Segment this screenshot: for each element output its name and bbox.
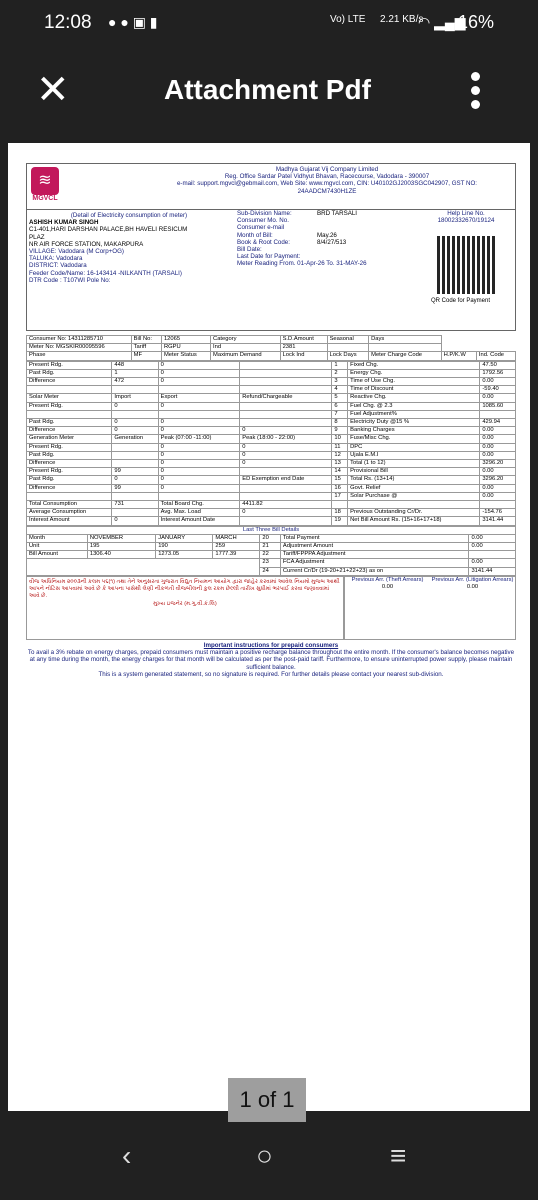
table-cell: 3296.20 — [480, 476, 516, 484]
table-cell: Total Rs. (13+14) — [348, 476, 480, 484]
table-cell: Lock Ind — [280, 352, 327, 360]
table-cell: Difference — [27, 378, 112, 386]
table-cell: 0 — [158, 427, 240, 435]
table-cell: 12065 — [161, 336, 210, 344]
table-cell: Peak (07:00 -11:00) — [158, 435, 240, 443]
table-cell: Refund/Chargeable — [240, 394, 332, 402]
table-cell — [369, 344, 441, 352]
table-cell: Export — [158, 394, 240, 402]
table-cell — [240, 517, 332, 525]
table-cell — [240, 378, 332, 386]
table-cell: 12 — [332, 451, 348, 459]
table-cell: Phase — [27, 352, 132, 360]
table-cell — [112, 509, 158, 517]
table-cell: Consumer No: 14311285710 — [27, 336, 132, 344]
table-cell: Present Rdg. — [27, 443, 112, 451]
table-cell: 3 — [332, 378, 348, 386]
table-row — [27, 476, 516, 484]
table-cell: Meter Charge Code — [369, 352, 441, 360]
table-cell: 0 — [158, 378, 240, 386]
table-cell: Total (1 to 12) — [348, 460, 480, 468]
table-cell: 0.00 — [480, 435, 516, 443]
table-cell: Difference — [27, 484, 112, 492]
table-cell: Fuel Chg. @ 2.3 — [348, 402, 480, 410]
table-cell: 99 — [112, 468, 158, 476]
table-row — [27, 460, 516, 468]
prepaid-instructions: Important instructions for prepaid consumers To avail a 3% rebate on energy charges, prepaid consumers must maintain a positive recharge balance throughout the entire month. If the consumer's balance becomes negative at any time during the month, the energy charges for that month will be calculated as per the post-paid tariff. Furthermore, to ensure uninterrupted power supply, please maintain sufficient balance. This is a system generated statement, so no signature is required. For further details please contact your nearest sub-division. — [27, 641, 515, 678]
table-cell: Total Board Chg. — [158, 501, 240, 509]
table-cell: Difference — [27, 427, 112, 435]
clock: 12:08 — [44, 12, 92, 33]
table-cell: 7 — [332, 410, 348, 418]
table-cell: Time of Use Chg. — [348, 378, 480, 386]
table-cell: 4411.82 — [240, 501, 332, 509]
table-cell: 0.00 — [480, 468, 516, 476]
notification-icons: ● ● ▣ ▮ — [108, 14, 158, 30]
table-cell: Solar Meter — [27, 394, 112, 402]
table-cell: Average Consumption — [27, 509, 112, 517]
table-cell: Banking Charges — [348, 427, 480, 435]
logo-icon: ≋ — [31, 167, 59, 195]
battery-level: 16% — [457, 12, 494, 32]
table-cell: Lock Days — [327, 352, 369, 360]
table-row — [27, 443, 516, 451]
table-cell: 1 — [112, 369, 158, 377]
arrears-box: Previous Arr. (Theft Arrears) Previous Arr. (Litigation Arrears) 0.00 0.00 — [344, 576, 516, 640]
page-indicator: 1 of 1 — [228, 1078, 306, 1122]
table-cell — [240, 484, 332, 492]
table-cell — [158, 386, 240, 394]
table-cell: Previous Outstanding Cr/Dr. — [348, 509, 480, 517]
table-cell — [112, 492, 158, 500]
table-row — [27, 427, 516, 435]
table-cell: 0 — [240, 509, 332, 517]
table-cell — [158, 410, 240, 418]
table-cell — [240, 492, 332, 500]
table-row — [27, 378, 516, 386]
table-cell — [240, 410, 332, 418]
table-cell: Net Bill Amount Rs. (15+16+17+18) — [348, 517, 480, 525]
table-cell: Ind. Code — [476, 352, 515, 360]
table-row — [27, 361, 516, 369]
table-cell — [112, 386, 158, 394]
table-cell: 0 — [112, 427, 158, 435]
table-cell — [480, 501, 516, 509]
table-cell: 0 — [240, 443, 332, 451]
table-cell: 0.00 — [480, 484, 516, 492]
table-row — [27, 410, 516, 418]
table-cell: 14 — [332, 468, 348, 476]
table-row — [27, 451, 516, 459]
table-cell — [27, 386, 112, 394]
table-cell: Peak (18:00 - 22:00) — [240, 435, 332, 443]
table-row — [27, 344, 516, 352]
table-cell: 8 — [332, 419, 348, 427]
table-cell: Govt. Relief — [348, 484, 480, 492]
table-cell: 0 — [158, 443, 240, 451]
table-cell: 17 — [332, 492, 348, 500]
table-cell: 0 — [158, 419, 240, 427]
table-cell: 0.00 — [480, 451, 516, 459]
table-cell: 13 — [332, 460, 348, 468]
table-cell — [158, 492, 240, 500]
table-cell: 47.50 — [480, 361, 516, 369]
table-cell: Energy Chg. — [348, 369, 480, 377]
table-cell: 0 — [158, 460, 240, 468]
table-cell: Meter Status — [161, 352, 210, 360]
table-row — [27, 402, 516, 410]
table-row — [27, 517, 516, 525]
table-cell: Difference — [27, 460, 112, 468]
consumer-details: (Detail of Electricity consumption of meter) ASHISH KUMAR SINGH C1-401,HARI DARSHAN PALACE,BH HAVELI RESICUM PLAZ NR AIR FORCE STATION, MAKARPURA VILLAGE: Vadodara (M Corp+OG) TALUKA: Vadodara DISTRICT: Vadodara Feeder Code/Name: 16-143414 -NILKANTH (TARSALI) DTR Code : T107WI Pole No: Sub-Division Name: BRD TARSALI Consumer Mo. No. Consumer e-mail Month of Bill: May.26 Book & Root Code: 8/4/27/513 Bill Date: Last Date for Payment: Meter Reading From. 01-Apr-26 To. 31-MAY-26 Help Line No. 18002332670/19124 QR Code for Payment — [26, 210, 516, 331]
table-cell: 429.94 — [480, 419, 516, 427]
status-bar — [0, 0, 538, 48]
table-row — [27, 419, 516, 427]
close-icon[interactable]: ✕ — [36, 68, 70, 112]
table-cell: 0 — [158, 402, 240, 410]
table-cell: 0 — [240, 427, 332, 435]
table-cell — [112, 451, 158, 459]
table-cell: 19 — [332, 517, 348, 525]
table-cell: DPC — [348, 443, 480, 451]
app-bar — [0, 48, 538, 136]
table-cell: Fuel Adjustment% — [348, 410, 480, 418]
table-cell: Past Rdg. — [27, 419, 112, 427]
table-cell: -154.76 — [480, 509, 516, 517]
table-cell: 18 — [332, 509, 348, 517]
table-cell: Meter No: MGSKIR00095596 — [27, 344, 132, 352]
table-cell: Ind — [211, 344, 281, 352]
system-nav-bar — [0, 1120, 538, 1200]
table-cell: 1 — [332, 361, 348, 369]
meter-table — [26, 335, 516, 361]
table-row — [27, 501, 516, 509]
table-row — [27, 394, 516, 402]
table-row — [27, 352, 516, 360]
last-three-bills: Last Three Bill Details Month NOVEMBER JANUARY MARCH 20 Total Payment 0.00 Unit 195 190 259 21 Adjustment Amount 0.00 Bill Amount 1306.40 1273.05 1777.39 22 Tariff/FPPPA Adjustment 23 FCA Adjustment 0.00 24 Current Cr/Dr (19-20+21+22+23) as on 3141.44 — [26, 526, 516, 576]
table-cell: 0 — [158, 369, 240, 377]
table-cell: Interest Amount — [27, 517, 112, 525]
table-cell: Provisional Bill — [348, 468, 480, 476]
table-cell — [240, 419, 332, 427]
table-cell: 0 — [112, 476, 158, 484]
table-cell: 0 — [158, 361, 240, 369]
table-cell: Reactive Chg. — [348, 394, 480, 402]
table-cell: Past Rdg. — [27, 451, 112, 459]
table-cell: 16 — [332, 484, 348, 492]
table-cell — [27, 410, 112, 418]
table-cell: Avg. Max. Load — [158, 509, 240, 517]
table-cell: 0.00 — [480, 378, 516, 386]
table-cell: Generation — [112, 435, 158, 443]
table-cell: 0 — [158, 484, 240, 492]
table-cell: 6 — [332, 402, 348, 410]
table-cell: 3296.20 — [480, 460, 516, 468]
table-cell: 5 — [332, 394, 348, 402]
bill-document — [26, 163, 516, 678]
table-cell: 0.00 — [480, 394, 516, 402]
table-cell: MF — [131, 352, 161, 360]
table-cell: Solar Purchase @ — [348, 492, 480, 500]
table-row — [27, 386, 516, 394]
table-cell: 0 — [158, 476, 240, 484]
table-cell: 0 — [112, 517, 158, 525]
table-cell — [240, 468, 332, 476]
table-cell: Bill No: — [131, 336, 161, 344]
bill-header: ≋ MGVCL Madhya Gujarat Vij Company Limited Reg. Office Sardar Patel Vidhyut Bhavan, Racecourse, Vadodara - 390007 e-mail: support.mgvcl@gebmail.com, Web Site: www.mgvcl.com, CIN: U40102GJ2003SGC042907, GST NO: 24AADCM7430H1ZE — [26, 163, 516, 210]
wifi-icon: ◠ ▂▄▆ — [418, 14, 466, 30]
table-cell: S.D.Amount — [280, 336, 327, 344]
table-cell: Present Rdg. — [27, 402, 112, 410]
table-cell: 0 — [158, 451, 240, 459]
table-cell — [112, 410, 158, 418]
table-cell: 11 — [332, 443, 348, 451]
table-cell — [240, 361, 332, 369]
table-cell — [327, 344, 369, 352]
network-label: Vo) LTE — [330, 14, 366, 25]
more-options-icon[interactable] — [466, 68, 484, 114]
table-cell: Present Rdg. — [27, 468, 112, 476]
table-cell: H.P/K.W — [441, 352, 476, 360]
table-cell: Category — [211, 336, 281, 344]
table-cell: 1792.56 — [480, 369, 516, 377]
table-cell: 0 — [112, 402, 158, 410]
table-cell: 2381 — [280, 344, 327, 352]
table-cell: RGPU — [161, 344, 210, 352]
table-cell: 4 — [332, 386, 348, 394]
table-cell: Time of Discount — [348, 386, 480, 394]
table-cell: 472 — [112, 378, 158, 386]
table-cell: Electricity Duty @15 % — [348, 419, 480, 427]
table-cell: Fixed Chg. — [348, 361, 480, 369]
page-title: Attachment Pdf — [164, 74, 371, 105]
table-cell: Import — [112, 394, 158, 402]
home-icon[interactable]: ○ — [256, 1140, 273, 1171]
table-cell: Fuse/Misc Chg. — [348, 435, 480, 443]
table-row — [27, 435, 516, 443]
table-row — [27, 336, 516, 344]
table-cell: Seasonal — [327, 336, 369, 344]
table-cell: 99 — [112, 484, 158, 492]
table-cell: 1085.60 — [480, 402, 516, 410]
speed-label: 2.21 KB/s — [380, 14, 424, 25]
table-cell: Interest Amount Date — [158, 517, 240, 525]
table-row — [27, 484, 516, 492]
table-row — [27, 509, 516, 517]
table-cell: 448 — [112, 361, 158, 369]
table-cell — [348, 501, 480, 509]
back-icon[interactable]: ‹ — [122, 1140, 132, 1171]
recents-icon[interactable]: ≡ — [390, 1140, 407, 1171]
table-cell — [332, 501, 348, 509]
table-cell: 0 — [240, 460, 332, 468]
table-cell — [112, 460, 158, 468]
charges-table — [26, 361, 516, 526]
table-cell: Past Rdg. — [27, 476, 112, 484]
table-cell: Tariff — [131, 344, 161, 352]
table-cell — [27, 492, 112, 500]
table-cell — [480, 410, 516, 418]
table-cell: 731 — [112, 501, 158, 509]
table-cell: ED Exemption end Date — [240, 476, 332, 484]
table-cell: 3141.44 — [480, 517, 516, 525]
gujarati-notice: વીજ અધિનિયમ ૨૦૦૩ની કલમ ૫૬(૧) તથા તેને અનુસરતા ગુજરાત વિદ્યુત નિયમન આયોગ દ્વારા જાહેર કરવામાં આવેલ નિયમો મુજબ આથી આપને નોટિસ આપવામાં આવે છે કે આપના પાસેથી લેણી નીકળતી વીજબીલની કુલ રકમ છેલ્લી તારીખ સુધીમાં ભરપાઈ કરવા જણાવવામાં આવે છે. મુખ્ય ઇજનેર (મ.ગુ.વી.કં.લિ) — [26, 576, 344, 640]
table-cell: -59.40 — [480, 386, 516, 394]
table-cell: Ujala E.M.I — [348, 451, 480, 459]
table-cell — [240, 369, 332, 377]
table-cell: 0 — [158, 468, 240, 476]
table-cell: 0 — [112, 419, 158, 427]
table-cell: 0.00 — [480, 427, 516, 435]
table-cell — [240, 386, 332, 394]
table-cell: Maximum Demand — [211, 352, 281, 360]
table-row — [27, 468, 516, 476]
table-cell: 0.00 — [480, 443, 516, 451]
table-cell: 0 — [240, 451, 332, 459]
table-cell: Generation Meter — [27, 435, 112, 443]
table-row — [27, 492, 516, 500]
table-cell: Days — [369, 336, 441, 344]
table-row — [27, 369, 516, 377]
table-cell — [240, 402, 332, 410]
table-cell: 15 — [332, 476, 348, 484]
table-cell: Total Consumption — [27, 501, 112, 509]
table-cell: 9 — [332, 427, 348, 435]
payment-qr-code[interactable] — [437, 236, 495, 294]
table-cell: Present Rdg. — [27, 361, 112, 369]
mgvcl-logo: ≋ MGVCL — [31, 167, 59, 205]
table-cell: 0.00 — [480, 492, 516, 500]
table-cell: 10 — [332, 435, 348, 443]
table-cell: 2 — [332, 369, 348, 377]
table-cell: Past Rdg. — [27, 369, 112, 377]
table-cell — [112, 443, 158, 451]
